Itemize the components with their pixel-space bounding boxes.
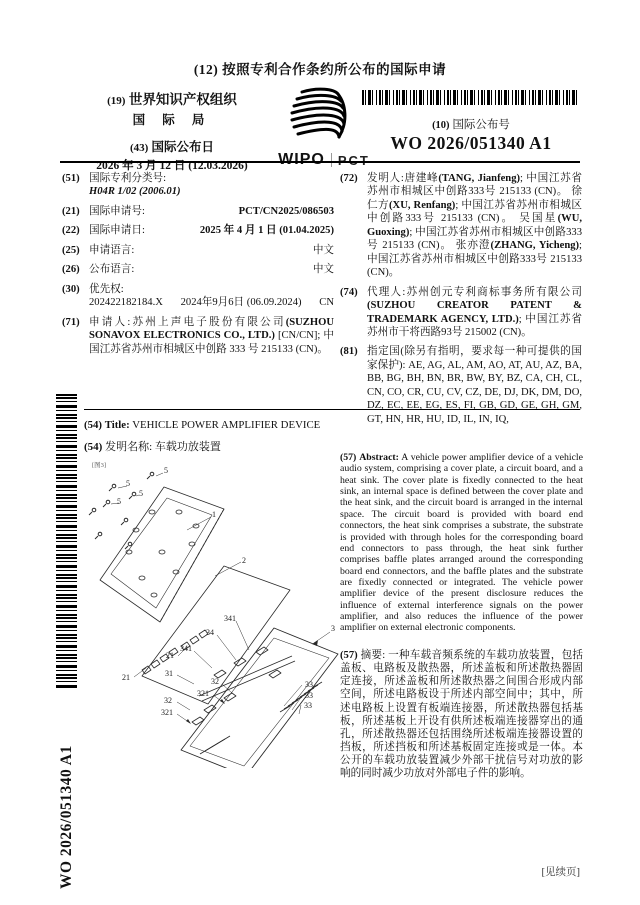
pubno-label-line xyxy=(362,116,580,132)
priority-number: 202422182184.X xyxy=(89,297,163,309)
field-inventors xyxy=(340,172,582,280)
inventor-address: ; 中国江苏省苏州市相城区中创路333号 215133 (CN)。 xyxy=(367,240,582,279)
ipc-label: 国际专利分类号: xyxy=(89,173,167,184)
abstract-chinese xyxy=(340,649,583,780)
heat-sink-shape xyxy=(181,628,338,768)
inventor-address: ; 中国江苏省苏州市相城区中创路333号 215133 (CN)。 xyxy=(367,199,582,225)
title-cn-value: 车载功放装置 xyxy=(154,441,221,453)
field-filing-language xyxy=(62,244,334,257)
ref-numeral: 33 xyxy=(304,701,312,710)
org-name: 世界知识产权组织 xyxy=(128,92,237,107)
inid-74: (74) xyxy=(340,286,358,298)
inid-43: (43) xyxy=(130,142,149,154)
ref-numeral: 321 xyxy=(161,708,173,717)
publang-label: 公布语言: xyxy=(89,264,135,276)
abstract-en-label: Abstract: xyxy=(359,452,399,463)
priority-date: 2024年9月6日 (06.09.2024) xyxy=(180,297,302,309)
appdate-label: 国际申请日: xyxy=(89,225,145,237)
ref-numeral: 31 xyxy=(165,669,173,678)
pubdate-value: 2026 年 3 月 12 日 (12.03.2026) xyxy=(96,160,248,172)
field-publication-language xyxy=(62,263,334,276)
field-agent xyxy=(340,286,582,340)
org-name-line xyxy=(72,88,272,108)
inventor-name-cn: 张亦澄 xyxy=(455,240,491,252)
ref-numeral: 32 xyxy=(164,696,172,705)
title-cn-label: 发明名称: xyxy=(105,441,153,453)
inventor-name-en: (XU, Renfang) xyxy=(389,199,456,211)
ref-numeral: 341 xyxy=(224,614,236,623)
inid-72: (72) xyxy=(340,173,358,184)
agent-address: ; 中国江苏省苏州市干将西路93号 215002 (CN)。 xyxy=(367,313,583,338)
field-designated-states xyxy=(340,345,582,426)
ref-numeral: 33 xyxy=(305,680,313,689)
priority-label: 优先权: xyxy=(89,283,124,295)
inventor-name-en: (WU, Guoxing) xyxy=(367,213,582,238)
inid-26: (26) xyxy=(62,264,80,276)
ref-numeral: 33 xyxy=(305,691,313,700)
ref-numeral: 21 xyxy=(166,651,174,660)
priority-entry xyxy=(89,296,334,309)
inid-22: (22) xyxy=(62,225,80,237)
ref-numeral: 21 xyxy=(122,673,130,682)
agent-label: 代理人: xyxy=(367,286,406,298)
appdate-value: 2025 年 4 月 1 日 (01.04.2025) xyxy=(199,225,334,237)
inid-81: (81) xyxy=(340,346,358,358)
pct-wordmark: PCT xyxy=(337,152,370,168)
inid-71: (71) xyxy=(62,316,80,328)
ref-numeral: 3 xyxy=(331,624,335,633)
publang-value: 中文 xyxy=(312,264,334,276)
inventor-name-en: (TANG, Jianfeng) xyxy=(438,173,521,184)
ref-numeral: 5 xyxy=(139,489,143,498)
inventor-name-cn: 唐建峰 xyxy=(403,173,439,184)
priority-country: CN xyxy=(319,297,334,309)
side-publication-number: WO 2026/051340 A1 xyxy=(58,745,75,889)
appno-value: PCT/CN2025/086503 xyxy=(238,205,334,217)
inid-51: (51) xyxy=(62,173,80,184)
ref-numeral: 2 xyxy=(242,556,246,565)
biblio-left-column xyxy=(62,172,334,362)
ref-numeral: 341 xyxy=(180,644,192,653)
wipo-wordmark: WIPO xyxy=(278,151,325,168)
applicant-name-cn: 苏州上声电子股份有限公司 xyxy=(130,316,286,328)
inid-21: (21) xyxy=(62,205,80,217)
patent-drawing xyxy=(84,460,344,768)
field-filing-date xyxy=(62,224,334,237)
ipc-value: H04R 1/02 (2006.01) xyxy=(89,186,181,198)
pubno-label: 国际公布号 xyxy=(452,119,510,131)
field-application-number xyxy=(62,205,334,218)
inventors-label: 发明人: xyxy=(367,173,404,184)
ref-numeral: 34 xyxy=(206,628,214,637)
title-en-label: Title: xyxy=(104,419,130,431)
screw-icons xyxy=(89,472,154,549)
inventor-address: ; 中国江苏省苏州市相城区中创路333号 215133 (CN)。 xyxy=(367,173,583,198)
inid-54-en: (54) xyxy=(84,419,102,431)
cover-plate-shape xyxy=(100,487,224,622)
inventor-name-en: (ZHANG, Yicheng) xyxy=(490,240,580,252)
exploded-view-figure xyxy=(84,460,344,768)
title-en-value: VEHICLE POWER AMPLIFIER DEVICE xyxy=(132,419,321,431)
pubdate-label: 国际公布日 xyxy=(151,140,214,154)
applicant-name-en: (SUZHOU SONAVOX ELECTRONICS CO., LTD.) xyxy=(89,316,334,342)
org-bureau: 国 际 局 xyxy=(132,113,212,127)
publication-number: WO 2026/051340 A1 xyxy=(390,133,552,153)
ref-numeral: 5 xyxy=(164,466,168,475)
appno-label: 国际申请号: xyxy=(89,205,145,217)
applicant-label: 申请人: xyxy=(89,316,131,328)
ref-numeral: 5 xyxy=(117,497,121,506)
designated-codes: AE, AG, AL, AM, AO, AT, AU, AZ, BA, BB, BG, BH, BN, BR, BW, BY, BZ, CA, CH, CL, CN, CO, CR, CU, CV, CZ, DE, DJ, DK, DM, DO, DZ, EC, EE, EG, ES, FI, GB, GD, GE, GH, GM, GT, HN, HR, HU, ID, IL, IN, IQ, xyxy=(367,359,582,425)
ref-numeral: 5 xyxy=(126,479,130,488)
title-block xyxy=(84,419,580,454)
top-barcode xyxy=(362,90,580,105)
inid-25: (25) xyxy=(62,244,80,256)
agent-name-cn: 苏州创元专利商标事务所有限公司 xyxy=(405,286,583,298)
abstract-cn-label: 摘要: xyxy=(360,650,386,661)
continued-note: [见续页] xyxy=(541,867,580,878)
ref-numeral: 1 xyxy=(212,510,216,519)
abstract-cn-text: 一种车载音频系统的车载功放装置，包括盖板、电路板及散热器，所述盖板和所述散热器固定连接，所述盖板和所述散热器之间围合形成内部空间，所述电路板设于所述内部空间中；其中，所述电路板上设置有板端连接器，所述散热器包括基板，所述基板上开设有供所述板端连接器穿出的通孔，所述散热器还包括围绕所述板端连接器设置的挡板，所述挡板和所述基板固定连接或是一体。本公开的车载功放装置减少外部干扰信号对功放的影响的同时减少功放对外部电子件的影响。 xyxy=(340,650,584,780)
wipo-logo-block xyxy=(272,86,376,169)
applicant-address: [CN/CN]; 中国江苏省苏州市相城区中创路 333 号 215133 (CN)。 xyxy=(89,330,334,355)
inventor-address: ; 中国江苏省苏州市相城区中创路333号 215133 (CN)。 xyxy=(367,226,582,252)
ref-numeral: 32 xyxy=(211,677,219,686)
publication-number-block xyxy=(362,90,580,154)
title-divider xyxy=(84,409,580,410)
inid-57-cn: (57) xyxy=(340,650,358,661)
filelang-value: 中文 xyxy=(312,244,334,256)
header-divider xyxy=(60,161,580,163)
filelang-label: 申请语言: xyxy=(89,244,135,256)
field-applicant xyxy=(62,316,334,356)
title-en-line xyxy=(84,419,580,431)
inid-54-cn: (54) xyxy=(84,441,103,453)
inid-19: (19) xyxy=(107,95,126,107)
logo-separator xyxy=(331,153,332,167)
publication-type-line: (12) 按照专利合作条约所公布的国际申请 xyxy=(193,62,447,77)
abstract-english xyxy=(340,452,583,634)
inid-30: (30) xyxy=(62,283,80,295)
agent-name-en: (SUZHOU CREATOR PATENT & TRADEMARK AGENCY, LTD.) xyxy=(367,300,582,325)
leader-lines xyxy=(111,473,330,723)
pubdate-label-line xyxy=(72,137,272,155)
inid-57-en: (57) xyxy=(340,452,357,463)
figure-tag: [图3] xyxy=(92,462,107,469)
designated-label: 指定国(除另有指明，要求每一种可提供的国家保护): xyxy=(367,346,582,371)
field-priority xyxy=(62,283,334,310)
field-ipc xyxy=(62,172,334,199)
side-barcode xyxy=(56,394,77,690)
inid-10: (10) xyxy=(432,120,450,131)
wipo-pct-wordmark xyxy=(272,151,376,169)
wipo-swirl-icon xyxy=(274,86,374,144)
inventor-name-cn: 徐仁方 xyxy=(367,186,582,211)
abstract-en-text: A vehicle power amplifier device of a vehicle audio system, comprising a cover plate, a circuit board, and a heat sink. The cover plate is fixedly connected to the heat sink, an internal space is defined between the cover plate and the heat sink, and the circuit board is arranged in the internal space. The circuit board is provided with board end connectors, the heat sink comprises a substrate, the substrate is provided with through holes for the corresponding board end connectors to pass through, the heat sink further comprises baffle plates arranged around the corresponding board end connectors, and the baffle plates and the substrate are fixedly connected or integrated. The vehicle power amplifier device of the present disclosure reduces the influence of external interference signals on the power amplifier, and also reduces the influence of the power amplifier on external electronic components. xyxy=(340,452,583,634)
biblio-right-column xyxy=(340,172,582,432)
ref-numeral: 321 xyxy=(197,689,209,698)
inventor-name-cn: 吴国星 xyxy=(519,213,558,225)
